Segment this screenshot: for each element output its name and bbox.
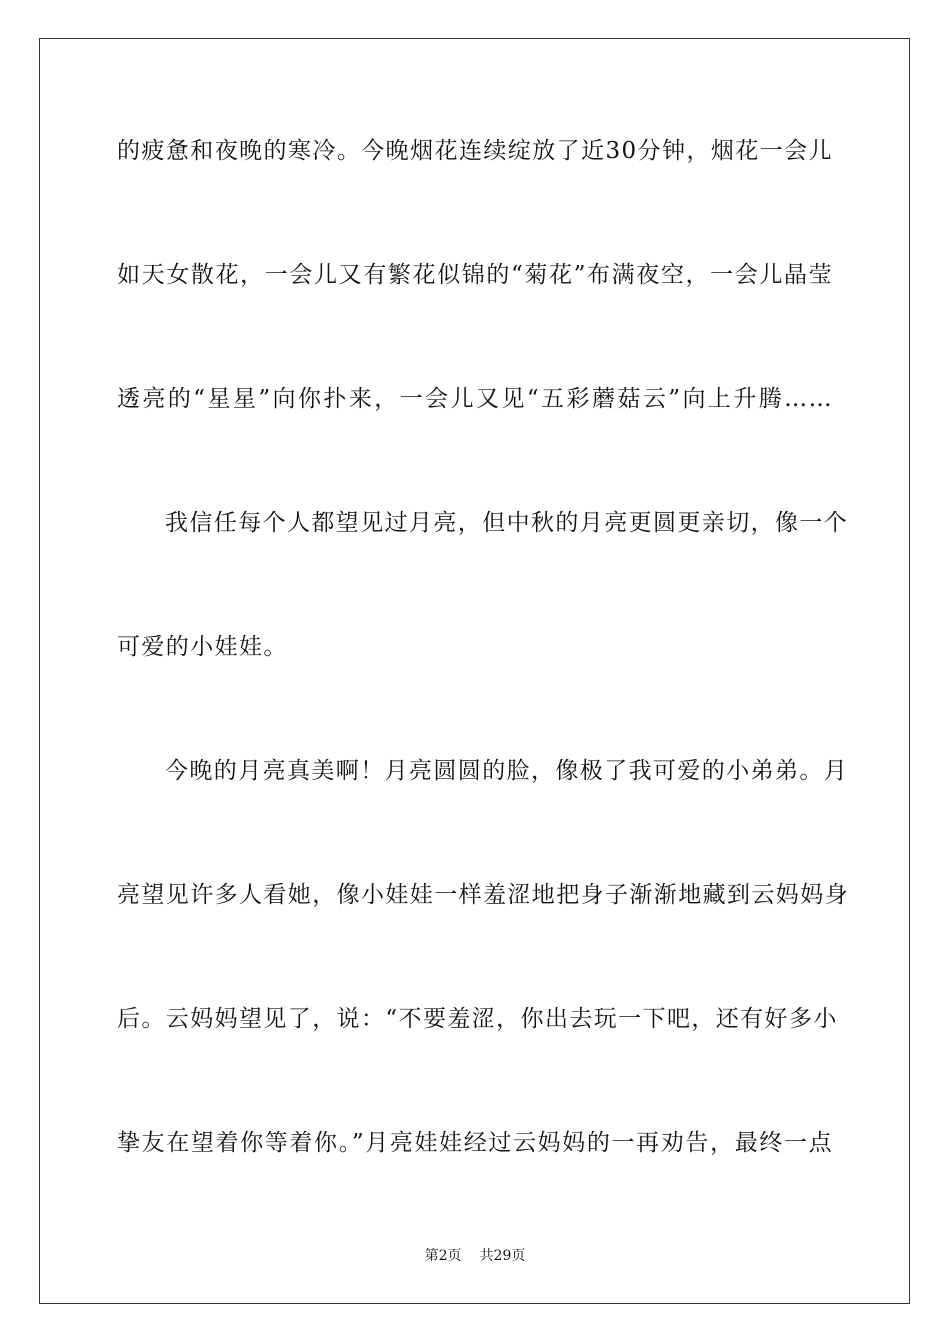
page-border: [39, 38, 910, 1304]
text-line-4: 我信任每个人都望见过月亮，但中秋的月亮更圆更亲切，像一个: [165, 510, 849, 536]
text-line-9: 挚友在望着你等着你。”月亮娃娃经过云妈妈的一再劝告，最终一点: [117, 1130, 833, 1156]
text-line-7: 亮望见许多人看她，像小娃娃一样羞涩地把身子渐渐地藏到云妈妈身: [117, 882, 849, 908]
text-line-3: 透亮的“星星”向你扑来，一会儿又见“五彩蘑菇云”向上升腾……: [117, 386, 833, 412]
page-number: 第2页: [424, 1248, 462, 1264]
text-line-1: 的疲惫和夜晚的寒冷。今晚烟花连续绽放了近30分钟，烟花一会儿: [117, 138, 833, 164]
text-line-5: 可爱的小娃娃。: [117, 634, 288, 660]
page-footer: [0, 1246, 950, 1266]
text-line-8: 后。云妈妈望见了，说：“不要羞涩，你出去玩一下吧，还有好多小: [117, 1006, 838, 1032]
total-pages: 共29页: [479, 1248, 526, 1264]
text-line-6: 今晚的月亮真美啊！月亮圆圆的脸，像极了我可爱的小弟弟。月: [165, 758, 849, 784]
text-line-2: 如天女散花，一会儿又有繁花似锦的“菊花”布满夜空，一会儿晶莹: [117, 262, 833, 288]
